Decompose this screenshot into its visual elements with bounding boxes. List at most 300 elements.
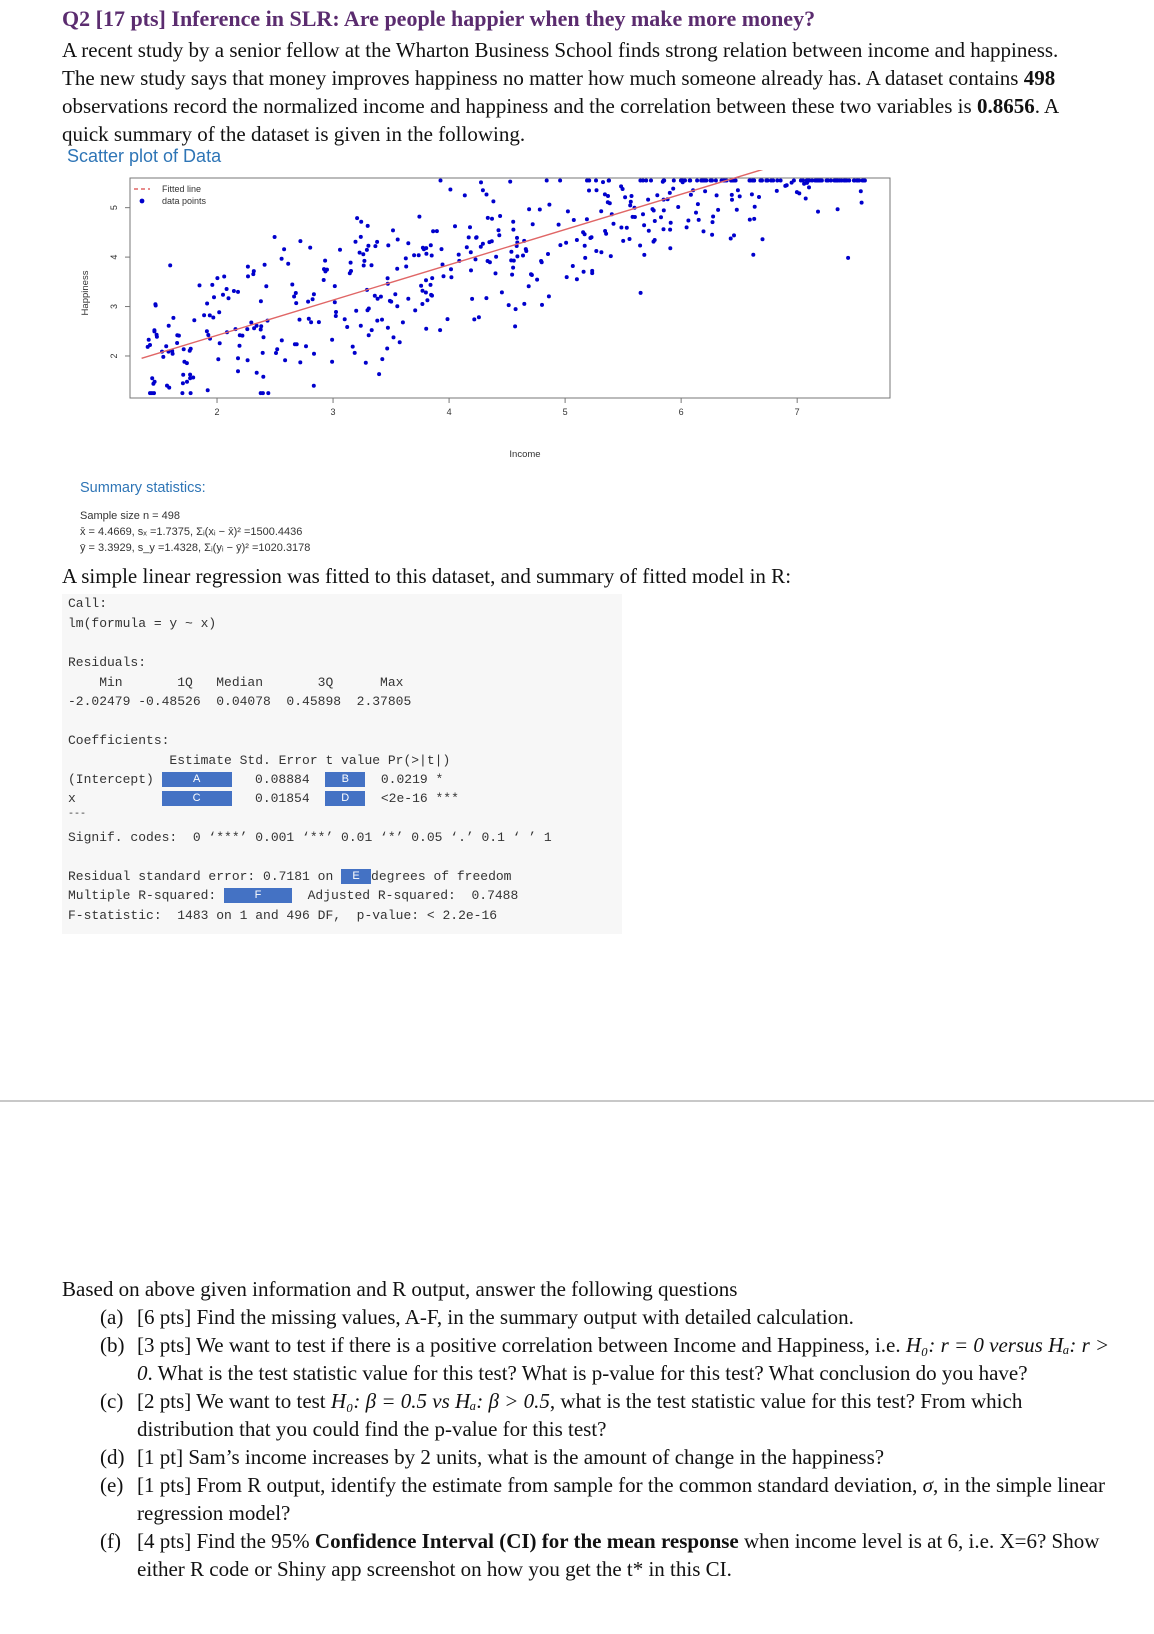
data-point [604, 232, 608, 236]
data-point [280, 257, 284, 261]
summary-heading: Summary statistics: [80, 480, 206, 496]
data-point [488, 260, 492, 264]
data-point [689, 193, 693, 197]
data-point [147, 338, 151, 342]
data-point [642, 223, 646, 227]
data-point [246, 265, 250, 269]
x-axis-label: Income [509, 449, 541, 460]
data-point [546, 252, 550, 256]
data-point [647, 229, 651, 233]
data-point [338, 248, 342, 252]
data-point [404, 265, 408, 269]
data-point [424, 291, 428, 295]
data-point [264, 284, 268, 288]
data-point [807, 185, 811, 189]
r-coef-row-x: x C 0.01854 D <2e-16 *** [68, 791, 459, 806]
data-point [508, 180, 512, 184]
data-point [679, 179, 683, 183]
data-point [370, 328, 374, 332]
data-point [283, 358, 287, 362]
data-point [481, 188, 485, 192]
data-point [507, 303, 511, 307]
data-point [377, 372, 381, 376]
data-point [572, 218, 576, 222]
data-point [286, 262, 290, 266]
data-point [486, 216, 490, 220]
data-point [361, 252, 365, 256]
data-point [631, 215, 635, 219]
r-separator: --- [68, 809, 87, 820]
data-point [795, 190, 799, 194]
data-point [587, 179, 591, 183]
data-point [583, 244, 587, 248]
data-point [639, 291, 643, 295]
data-point [367, 333, 371, 337]
data-point [386, 243, 390, 247]
scatter-heading: Scatter plot of Data [67, 146, 222, 166]
data-point [457, 253, 461, 257]
data-point [497, 233, 501, 237]
data-point [413, 308, 417, 312]
r-output-box [62, 594, 622, 934]
data-point [582, 270, 586, 274]
data-point [511, 220, 515, 224]
data-point [192, 318, 196, 322]
data-point [625, 226, 629, 230]
data-point [275, 347, 279, 351]
y-tick-label: 4 [109, 254, 119, 260]
data-point [294, 291, 298, 295]
r-residual-se: Residual standard error: 0.7181 on E degrees of freedom [68, 869, 512, 884]
data-point [581, 230, 585, 234]
data-point [524, 247, 528, 251]
data-point [424, 278, 428, 282]
data-point [513, 324, 517, 328]
data-point [738, 194, 742, 198]
data-point [280, 338, 284, 342]
data-point [472, 317, 476, 321]
data-point [304, 344, 308, 348]
data-point [619, 226, 623, 230]
data-point [801, 179, 805, 183]
x-tick-label: 7 [794, 407, 800, 417]
data-point [349, 261, 353, 265]
questions-lead: Based on above given information and R output, answer the following questions [62, 1277, 738, 1301]
data-point [391, 228, 395, 232]
data-point [205, 302, 209, 306]
data-point [181, 381, 185, 385]
data-point [571, 264, 575, 268]
data-point [246, 358, 250, 362]
data-point [182, 347, 186, 351]
data-point [711, 220, 715, 224]
data-point [366, 244, 370, 248]
data-point [177, 334, 181, 338]
data-point [629, 200, 633, 204]
data-point [642, 253, 646, 257]
data-point [736, 188, 740, 192]
r-residuals-values: -2.02479 -0.48526 0.04078 0.45898 2.37805 [68, 694, 420, 709]
data-point [262, 335, 266, 339]
data-point [255, 371, 259, 375]
data-point [311, 297, 315, 301]
data-point [804, 197, 808, 201]
data-point [188, 376, 192, 380]
y-axis-label: Happiness [80, 270, 91, 316]
data-point [232, 289, 236, 293]
data-point [343, 317, 347, 321]
data-point [606, 194, 610, 198]
data-point [395, 267, 399, 271]
data-point [527, 284, 531, 288]
data-point [630, 194, 634, 198]
data-point [846, 256, 850, 260]
data-point [621, 239, 625, 243]
question-title: Q2 [17 pts] Inference in SLR: Are people happier when they make more money? [62, 6, 816, 31]
data-point [595, 188, 599, 192]
data-point [165, 384, 169, 388]
data-point [860, 201, 864, 205]
data-point [148, 343, 152, 347]
data-point [309, 320, 313, 324]
data-point [475, 235, 479, 239]
data-point [406, 297, 410, 301]
data-point [370, 263, 374, 267]
data-point [702, 229, 706, 233]
data-point [696, 202, 700, 206]
data-point [515, 236, 519, 240]
data-point [539, 259, 543, 263]
data-point [261, 351, 265, 355]
data-point [531, 222, 535, 226]
data-point [227, 296, 231, 300]
data-point [167, 324, 171, 328]
data-point [298, 318, 302, 322]
r-coef-row-intercept: (Intercept) A 0.08884 B 0.0219 * [68, 772, 459, 787]
data-point [468, 225, 472, 229]
data-point [225, 287, 229, 291]
data-point [188, 373, 192, 377]
data-point [834, 179, 838, 183]
data-point [380, 357, 384, 361]
data-point [333, 300, 337, 304]
data-point [752, 217, 756, 221]
data-point [558, 179, 562, 183]
data-point [306, 300, 310, 304]
data-point [438, 328, 442, 332]
data-point [564, 241, 568, 245]
data-point [527, 207, 531, 211]
data-point [522, 302, 526, 306]
data-point [354, 240, 358, 244]
summary-line-x: x̄ = 4.4669, sₓ =1.7375, Σᵢ(xᵢ − x̄)² =1500.4436 [80, 526, 303, 538]
data-point [641, 212, 645, 216]
x-tick-label: 4 [446, 407, 452, 417]
data-point [375, 319, 379, 323]
data-point [312, 384, 316, 388]
data-point [845, 179, 849, 183]
data-point [751, 253, 755, 257]
data-point [164, 344, 168, 348]
data-point [430, 294, 434, 298]
data-point [386, 276, 390, 280]
data-point [638, 179, 642, 183]
question-f: (f) [4 pts] Find the 95% Confidence Interval (CI) for the mean response when income level is at 6, i.e. X=6? Show either R code or Shiny app screenshot on how you get the t* in this CI. [100, 1529, 1100, 1581]
data-point [686, 219, 690, 223]
data-point [282, 247, 286, 251]
data-point [588, 236, 592, 240]
data-point [694, 211, 698, 215]
correlation-value: 0.8656 [976, 94, 1035, 118]
data-point [181, 373, 185, 377]
data-point [730, 198, 734, 202]
data-point [246, 274, 250, 278]
summary-line-y: ȳ = 3.3929, s_y =1.4328, Σᵢ(yᵢ − ȳ)² =1020.3178 [80, 542, 311, 554]
data-point [540, 303, 544, 307]
data-point [386, 326, 390, 330]
data-point [655, 193, 659, 197]
data-point [545, 179, 549, 183]
data-point [836, 207, 840, 211]
data-point [429, 243, 433, 247]
data-point [185, 380, 189, 384]
data-point [779, 179, 783, 183]
data-point [358, 251, 362, 255]
data-point [671, 187, 675, 191]
data-point [449, 275, 453, 279]
data-point [609, 254, 613, 258]
data-point [211, 316, 215, 320]
r-f-statistic: F-statistic: 1483 on 1 and 496 DF, p-value: < 2.2e-16 [68, 908, 498, 923]
data-point [583, 256, 587, 260]
summary-stats [80, 508, 310, 556]
data-point [753, 205, 757, 209]
data-point [175, 341, 179, 345]
data-point [421, 289, 425, 293]
data-point [652, 209, 656, 213]
data-point [308, 246, 312, 250]
data-point [638, 244, 642, 248]
question-c: (c) [2 pts] We want to test H₀: β = 0.5 vs Hₐ: β > 0.5, what is the test statistic value for this test? From which distribution that you could find the p-value for this test? [100, 1389, 1023, 1441]
legend-points-label: data points [162, 196, 207, 206]
x-tick-label: 6 [678, 407, 684, 417]
data-point [150, 391, 154, 395]
data-point [245, 327, 249, 331]
data-point [261, 375, 265, 379]
data-point [236, 369, 240, 373]
data-point [236, 356, 240, 360]
data-point [259, 324, 263, 328]
data-point [259, 299, 263, 303]
data-point [729, 237, 733, 241]
data-point [688, 179, 692, 183]
data-point [153, 302, 157, 306]
question-b: (b) [3 pts] We want to test if there is a positive correlation between Income and Happiness, i.e. H₀: r = 0 versus Hₐ: r > 0. What is the test statistic value for this test? What is p-value for this test? What conclusion do you have? [100, 1333, 1110, 1385]
data-point [498, 214, 502, 218]
data-point [826, 179, 830, 183]
data-point [236, 290, 240, 294]
legend-points-swatch [140, 199, 145, 204]
data-point [171, 316, 175, 320]
data-point [431, 229, 435, 233]
r-formula: lm(formula = y ~ x) [68, 616, 217, 631]
data-point [376, 297, 380, 301]
data-point [294, 301, 298, 305]
data-point [487, 240, 491, 244]
data-point [424, 246, 428, 250]
data-point [263, 263, 267, 267]
data-point [435, 229, 439, 233]
data-point [312, 292, 316, 296]
data-point [206, 333, 210, 337]
data-point [668, 246, 672, 250]
data-point [607, 179, 611, 183]
data-point [575, 238, 579, 242]
data-point [333, 284, 337, 288]
data-point [430, 276, 434, 280]
r-coef-header: Estimate Std. Error t value Pr(>|t|) [68, 753, 482, 768]
question-d: (d) [1 pt] Sam’s income increases by 2 units, what is the amount of change in the happiness? [100, 1445, 885, 1469]
data-point [838, 179, 842, 183]
data-point [373, 294, 377, 298]
data-point [565, 275, 569, 279]
data-point [585, 217, 589, 221]
data-point [152, 328, 156, 332]
data-point [430, 254, 434, 258]
data-point [364, 361, 368, 365]
data-point [206, 388, 210, 392]
blank-F: F [224, 888, 292, 903]
data-point [298, 239, 302, 243]
data-point [695, 179, 699, 183]
data-point [366, 224, 370, 228]
data-point [509, 258, 513, 262]
data-point [365, 248, 369, 252]
data-point [298, 360, 302, 364]
data-point [312, 352, 316, 356]
data-point [463, 193, 467, 197]
data-point [252, 269, 256, 273]
data-point [385, 347, 389, 351]
r-signif-codes: Signif. codes: 0 ‘***’ 0.001 ‘**’ 0.01 ‘*’ 0.05 ‘.’ 0.1 ‘ ’ 1 [68, 830, 552, 845]
data-point [359, 235, 363, 239]
data-point [818, 179, 822, 183]
data-point [465, 245, 469, 249]
data-point [171, 352, 175, 356]
data-point [790, 181, 794, 185]
data-point [649, 179, 653, 183]
data-point [557, 223, 561, 227]
data-point [404, 256, 408, 260]
data-point [515, 254, 519, 258]
data-point [185, 361, 189, 365]
data-point [715, 193, 719, 197]
scatter-plot [70, 170, 950, 460]
r-residuals-label: Residuals: [68, 655, 147, 670]
data-point [221, 293, 225, 297]
x-tick-label: 3 [330, 407, 336, 417]
data-point [293, 342, 297, 346]
data-point [703, 189, 707, 193]
n-observations: 498 [1023, 66, 1056, 90]
data-point [317, 320, 321, 324]
data-point [530, 273, 534, 277]
data-point [359, 220, 363, 224]
data-point [366, 308, 370, 312]
question-a: (a) [6 pts] Find the missing values, A-F, in the summary output with detailed calculation. [100, 1305, 854, 1329]
data-point [606, 200, 610, 204]
data-point [477, 315, 481, 319]
question-e: (e) [1 pts] From R output, identify the estimate from sample for the common standard deviation, σ, in the simple linear regression model? [100, 1473, 1105, 1525]
data-point [469, 250, 473, 254]
data-point [676, 205, 680, 209]
data-point [491, 199, 495, 203]
data-point [449, 267, 453, 271]
data-point [375, 240, 379, 244]
data-point [735, 208, 739, 212]
data-point [345, 325, 349, 329]
data-point [672, 179, 676, 183]
data-point [685, 225, 689, 229]
data-point [359, 324, 363, 328]
data-point [417, 253, 421, 257]
data-point [453, 224, 457, 228]
data-point [558, 243, 562, 247]
blank-A: A [162, 772, 232, 787]
data-point [852, 179, 856, 183]
data-point [494, 271, 498, 275]
data-point [748, 179, 752, 183]
data-point [662, 227, 666, 231]
data-point [775, 189, 779, 193]
data-point [429, 283, 433, 287]
data-point [599, 209, 603, 213]
data-point [783, 184, 787, 188]
data-point [392, 335, 396, 339]
data-point [669, 221, 673, 225]
plot-frame [130, 178, 890, 398]
data-point [208, 313, 212, 317]
data-point [547, 294, 551, 298]
data-point [388, 299, 392, 303]
data-point [412, 253, 416, 257]
data-point [490, 217, 494, 221]
data-point [168, 263, 172, 267]
data-point [714, 179, 718, 183]
data-point [380, 318, 384, 322]
data-point [439, 179, 443, 183]
data-point [330, 338, 334, 342]
data-point [469, 268, 473, 272]
data-point [467, 235, 471, 239]
data-point [711, 215, 715, 219]
blank-D: D [325, 791, 365, 806]
data-point [494, 255, 498, 259]
data-point [189, 347, 193, 351]
data-point [273, 235, 277, 239]
r-call: Call: [68, 596, 108, 611]
data-point [805, 181, 809, 185]
fit-intro: A simple linear regression was fitted to this dataset, and summary of fitted model in R: [62, 564, 792, 588]
y-tick-label: 5 [109, 205, 119, 211]
data-point [710, 179, 714, 183]
data-point [752, 179, 756, 183]
data-point [202, 313, 206, 317]
data-point [474, 257, 478, 261]
r-r-squared: Multiple R-squared: F Adjusted R-squared: 0.7488 [68, 888, 527, 903]
data-point [442, 274, 446, 278]
data-point [218, 341, 222, 345]
